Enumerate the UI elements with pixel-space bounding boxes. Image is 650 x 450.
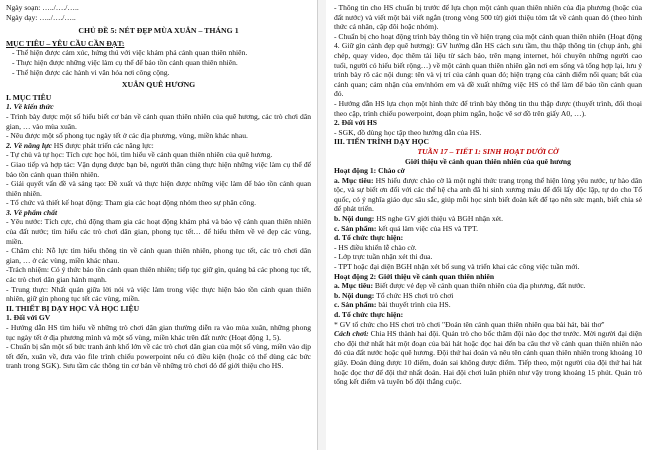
goal-label: a. Mục tiêu: bbox=[334, 175, 374, 185]
section-2-1-heading: 1. Đối với GV bbox=[6, 313, 51, 323]
list-item: - TPT hoặc đại diện BGH nhận xét bổ sung và triển khai các công việc tuần mới. bbox=[334, 262, 580, 272]
rules-text: Chia HS thành hai đội. Quản trò cho bốc thăm đội nào đọc thơ trước. Mời người đại diện cho đội thứ nhất hát một đoạn của bài hát hoặc đọc hai đến ba câu thơ về cảnh quan thiên nhiên nào đó của đất nước hoặc quê hương. Đội thứ hai đoán và nêu tên cảnh quan thiên nhiên trong khoảng 10 giây. Đoán đúng được 10 điểm, đoán sai không được điểm. Tiếp theo, một người của đội thứ hai hát hoặc đọc thơ để đội thứ nhất đoán. Hai đội chơi luân phiên như vậy trong khoảng 15 phút. Quản trò tổng kết điểm và tuyên bố đội thắng cuộc. bbox=[334, 329, 642, 387]
activity-1-org-heading: d. Tổ chức thực hiện: bbox=[334, 233, 404, 243]
section-1-1-heading: 1. Về kiến thức bbox=[6, 102, 54, 112]
goal-text: Biết được vẻ đẹp về cảnh quan thiên nhiên của địa phương, đất nước. bbox=[373, 281, 586, 291]
activity-1-content bbox=[334, 214, 642, 224]
paragraph: -Trách nhiệm: Có ý thức bảo tồn cảnh quan thiên nhiên; tiếp tục giữ gìn, quảng bá các phong tục tết, các trò chơi dân gian hành mạnh. bbox=[6, 265, 311, 285]
paragraph: - Chăm chỉ: Nỗ lực tìm hiểu thông tin về cảnh quan thiên nhiên, phong tục tết, các trò chơi dân gian, … ở các vùng, miền khác nhau. bbox=[6, 246, 311, 265]
goal-item: - Thể hiện được các hành vi văn hóa nơi công cộng. bbox=[12, 67, 170, 77]
week-subtitle: Giới thiệu về cảnh quan thiên nhiên của quê hương bbox=[405, 156, 571, 166]
paragraph: - Nêu được một số phong tục ngày tết ở các địa phương, vùng, miền khác nhau. bbox=[6, 131, 248, 141]
goal-item: - Thể hiện được cảm xúc, hứng thú với việc khám phá cảnh quan thiên nhiên. bbox=[12, 48, 248, 58]
paragraph: - Hướng dẫn HS tìm hiểu về những trò chơi dân gian thường diễn ra vào mùa xuân, những phong tục ngày tết ở địa phương mình và một số vùng, miền khác trên đất nước (Hoạt động 1, 5). bbox=[6, 323, 311, 342]
activity-2-content bbox=[334, 291, 642, 301]
product-text: bài thuyết trình của HS. bbox=[376, 300, 451, 310]
paragraph: - Thông tin cho HS chuẩn bị trước để lựa chọn một cảnh quan thiên nhiên của địa phương (hoặc của đất nước) và viết một bài viết ngắn (trong vòng 500 từ) giới thiệu tóm tắt về cảnh quan đó (theo hình thức cá nhân, cặp đôi hoặc nhóm). bbox=[334, 3, 642, 32]
paragraph: - Tự chủ và tự học: Tích cực học hỏi, tìm hiểu về cảnh quan thiên nhiên của quê hương. bbox=[6, 150, 273, 160]
activity-1-goal bbox=[334, 176, 642, 214]
section-1-2-line bbox=[6, 141, 311, 151]
list-item: - Lớp trực tuần nhận xét thi đua. bbox=[334, 252, 433, 262]
section-3-heading: III. TIẾN TRÌNH DẠY HỌC bbox=[334, 137, 430, 147]
section-2-heading: II. THIẾT BỊ DẠY HỌC VÀ HỌC LIỆU bbox=[6, 303, 140, 313]
activity-2-heading: Hoạt động 2: Giới thiệu về cảnh quan thiên nhiên bbox=[334, 271, 495, 281]
lesson-title: XUÂN QUÊ HƯƠNG bbox=[121, 80, 196, 90]
goals-heading: MỤC TIÊU – YÊU CẦU CẦN ĐẠT: bbox=[6, 38, 125, 48]
chapter-title: CHỦ ĐỀ 5: NÉT ĐẸP MÙA XUÂN – THÁNG 1 bbox=[78, 26, 239, 36]
list-item: - HS điều khiển lễ chào cờ. bbox=[334, 242, 417, 252]
paragraph: - Hướng dẫn HS lựa chọn một hình thức để trình bày thông tin thu thập được (thuyết trình, đối thoại theo cặp, trình chiếu powerpoint, đoạn phim ngắn, hoặc vẽ sơ đồ trên giấy A0, …). bbox=[334, 98, 642, 118]
paragraph: - SGK, đồ dùng học tập theo hướng dẫn của HS. bbox=[334, 127, 482, 137]
left-page bbox=[0, 0, 318, 450]
activity-2-org-heading: d. Tổ chức thực hiện: bbox=[334, 310, 404, 319]
paragraph: - Trung thực: Nhất quán giữa lời nói và việc làm trong việc thực hiện bảo tồn cảnh quan thiên nhiên, giữ gìn phong tục tết các vùng, miền. bbox=[6, 284, 311, 304]
section-2-2-heading: 2. Đối với HS bbox=[334, 118, 378, 128]
rules-label: Cách chơi: bbox=[334, 329, 369, 339]
right-page bbox=[326, 0, 650, 450]
paragraph: - Giải quyết vấn đề và sáng tạo: Đề xuất và thực hiện được những việc làm để bảo tồn cảnh quan thiên nhiên. bbox=[6, 179, 311, 198]
content-text: HS nghe GV giới thiệu và BGH nhận xét. bbox=[374, 214, 504, 224]
activity-1-heading: Hoạt động 1: Chào cờ bbox=[334, 166, 405, 176]
date-prepare: Ngày soạn: …../…./….. bbox=[6, 3, 79, 12]
paragraph: - Chuẩn bị sẵn một số bức tranh ảnh khổ lớn về các trò chơi dân gian của một số vùng, miền vào dịp tết đến, xuân về, đưa vào file trình chiếu powerpoint nếu có điều kiện (hoặc có thể dùng các bức tranh trong SGK). Sưu tầm các thông tin cơ bản về những trò chơi đó để giới thiệu cho HS. bbox=[6, 342, 311, 371]
paragraph: - Tổ chức và thiết kế hoạt động: Tham gia các hoạt động nhóm theo sự phân công. bbox=[6, 198, 257, 208]
goal-text: HS hiểu được chào cờ là một nghi thức trang trọng thể hiện lòng yêu nước, tự hào dân tộc, và sự biết ơn đối với các thế hệ cha anh đã hi sinh xương máu để đổi lấy độc lập, tự do cho Tổ quốc, có ý nghĩa giáo dục sâu sắc, giúp mỗi học sinh biết đoàn kết để tạo nên sức mạnh, biết chia sẻ để phát triển. bbox=[334, 175, 643, 214]
section-1-2-suffix: HS được phát triển các năng lực: bbox=[51, 140, 154, 150]
product-label: c. Sản phẩm: bbox=[334, 223, 377, 233]
content-text: Tổ chức HS chơi trò chơi bbox=[374, 290, 454, 300]
date-teach: Ngày dạy: …../…./….. bbox=[6, 12, 76, 22]
paragraph: - Yêu nước: Tích cực, chủ động tham gia các hoạt động khám phá và bảo vệ cảnh quan thiên nhiên của đất nước; tìm hiểu các trò chơi dân gian, phong tục tết… để hiểu thêm về vẻ đẹp các vùng, miền. bbox=[6, 217, 311, 246]
activity-2-product bbox=[334, 300, 642, 310]
goal-label: a. Mục tiêu: bbox=[334, 281, 374, 291]
game-intro: * GV tổ chức cho HS chơi trò chơi "Đoán tên cảnh quan thiên nhiên qua bài hát, bài thơ" bbox=[334, 319, 605, 329]
game-rules bbox=[334, 329, 642, 387]
paragraph: - Trình bày được một số hiểu biết cơ bản về cảnh quan thiên nhiên của quê hương, các trò chơi dân gian, … vào mùa xuân. bbox=[6, 111, 311, 131]
content-label: b. Nội dung: bbox=[334, 214, 375, 224]
page-gap bbox=[318, 0, 326, 450]
section-1-3-heading: 3. Về phẩm chất bbox=[6, 207, 58, 217]
paragraph: - Giao tiếp và hợp tác: Vận dụng được bạn bè, người thân cùng thực hiện những việc làm cụ thể để bảo tồn cảnh quan thiên nhiên. bbox=[6, 159, 311, 179]
goal-item: - Thực hiện được những việc làm cụ thể để bảo tồn cảnh quan thiên nhiên. bbox=[12, 57, 238, 67]
product-label: c. Sản phẩm: bbox=[334, 300, 377, 310]
paragraph: - Chuẩn bị cho hoạt động trình bày thông tin về hiện trạng của một cảnh quan thiên nhiên (Hoạt động 4. Giữ gìn cảnh đẹp quê hương): GV hướng dẫn HS cách sưu tầm, thu thập thông tin (chụp ảnh, ghi chép, quay video, đọc thêm tài liệu từ sách báo, trên mạng internet, hỏi chuyên những người cao tuổi, người có hiểu biết rộng…) về một cảnh quan thiên nhiên gần nơi em sống và tổng hợp lại, lưu ý trình bày rõ các nội dung: tên và vị trí của cảnh quan đó; hiện trạng của cảnh điểm nổi quan; bất của cảnh quan; cảm nhận của em/nhóm em và đề xuất những việc HS có thể làm để bảo tồn cảnh quan đó. bbox=[334, 31, 642, 99]
product-text: kết quả làm việc của HS và TPT. bbox=[376, 223, 478, 233]
section-1-2-heading: 2. Về năng lực bbox=[6, 140, 52, 150]
week-title: TUẦN 17 – TIẾT 1: SINH HOẠT DƯỚI CỜ bbox=[417, 146, 559, 156]
activity-2-goal bbox=[334, 281, 642, 291]
activity-1-product bbox=[334, 224, 642, 234]
content-label: b. Nội dung: bbox=[334, 290, 375, 300]
section-1-heading: I. MỤC TIÊU bbox=[6, 92, 52, 102]
